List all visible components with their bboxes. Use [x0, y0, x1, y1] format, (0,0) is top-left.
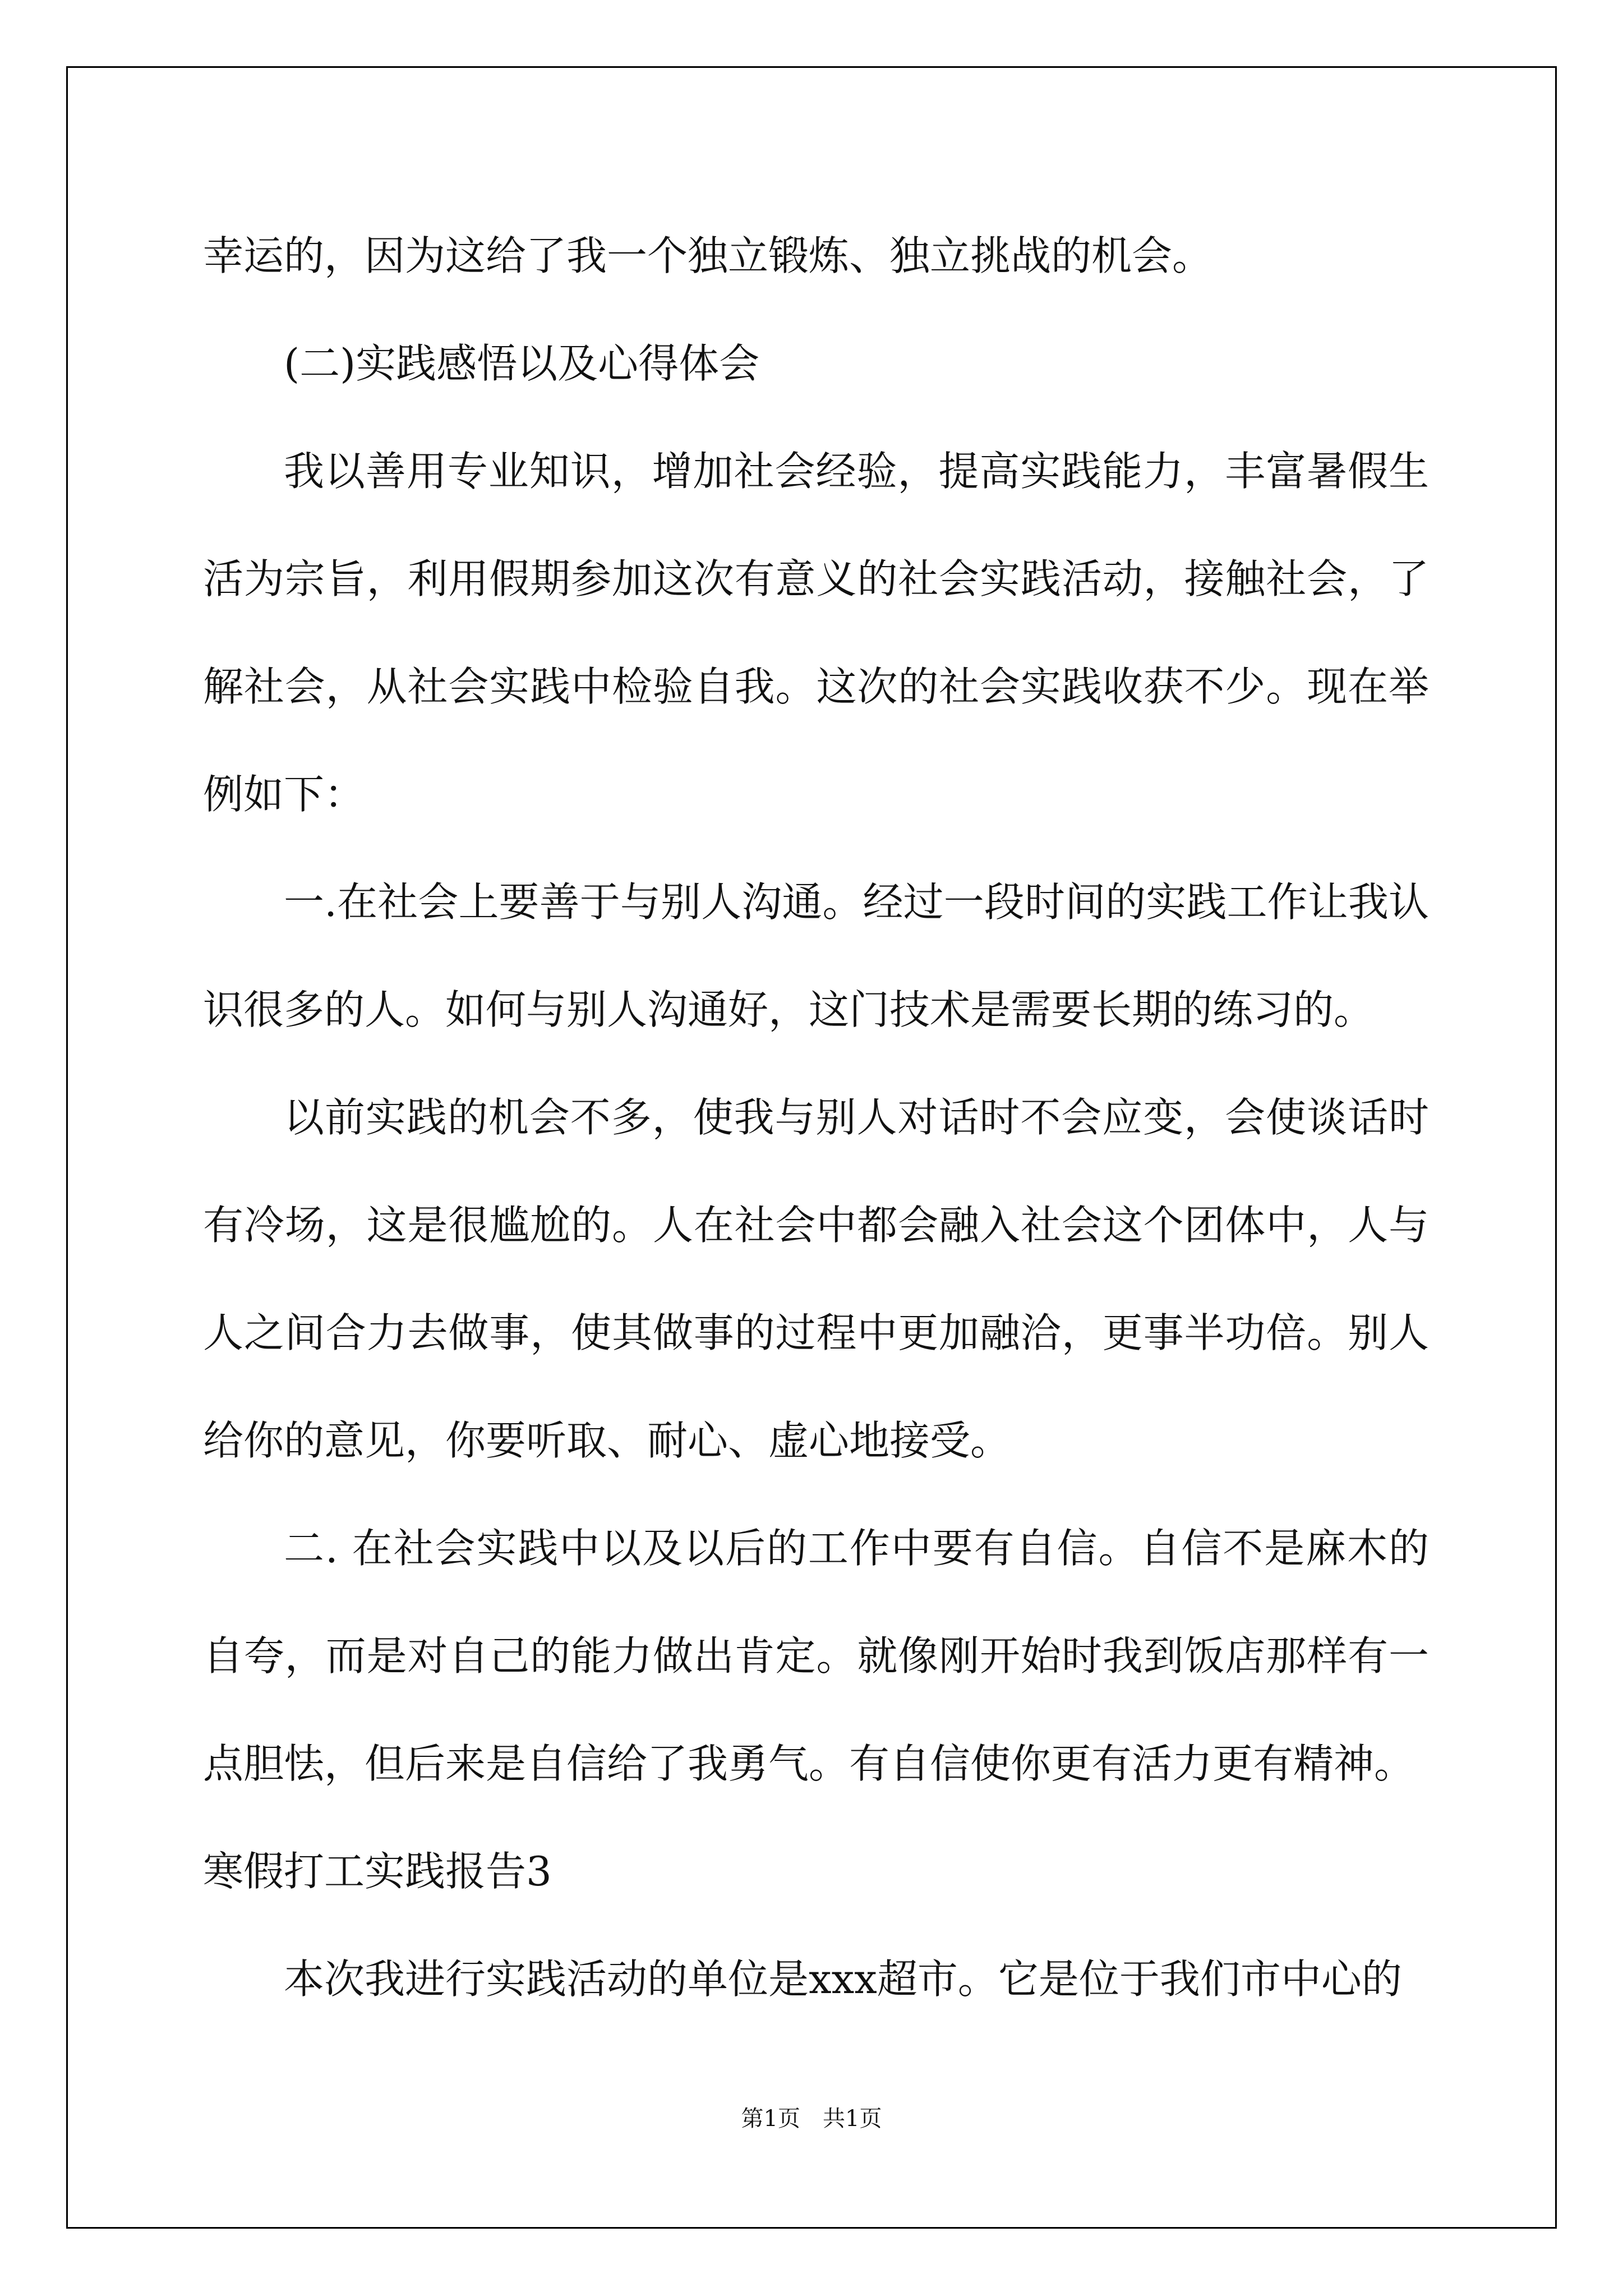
- paragraph: 二. 在社会实践中以及以后的工作中要有自信。自信不是麻木的自夸，而是对自己的能力做出肯定。就像刚开始时我到饭店那样有一点胆怯，但后来是自信给了我勇气。有自信使你更有活力更有精神。: [203, 1525, 1429, 1787]
- paragraph-continuation: 幸运的，因为这给了我一个独立锻炼、独立挑战的机会。: [203, 232, 1213, 279]
- page-number: 第1页 共1页: [741, 2106, 882, 2132]
- page-footer: [0, 2101, 1623, 2133]
- paragraph: 本次我进行实践活动的单位是xxx超市。它是位于我们市中心的: [284, 1955, 1402, 2003]
- paragraph: 一.在社会上要善于与别人沟通。经过一段时间的实践工作让我认识很多的人。如何与别人沟通好，这门技术是需要长期的练习的。: [203, 878, 1429, 1033]
- paragraph: 我以善用专业知识，增加社会经验，提高实践能力，丰富暑假生活为宗旨，利用假期参加这次有意义的社会实践活动，接触社会，了解社会，从社会实践中检验自我。这次的社会实践收获不少。现在举例如下：: [203, 448, 1429, 818]
- paragraph: 以前实践的机会不多，使我与别人对话时不会应变，会使谈话时有冷场，这是很尴尬的。人在社会中都会融入社会这个团体中，人与人之间合力去做事，使其做事的过程中更加融洽，更事半功倍。别人给你的意见，你要听取、耐心、虚心地接受。: [203, 1094, 1429, 1464]
- report-title: 寒假打工实践报告3: [203, 1848, 552, 1895]
- section-heading: (二)实践感悟以及心得体会: [284, 340, 760, 387]
- document-body: [203, 202, 1429, 2033]
